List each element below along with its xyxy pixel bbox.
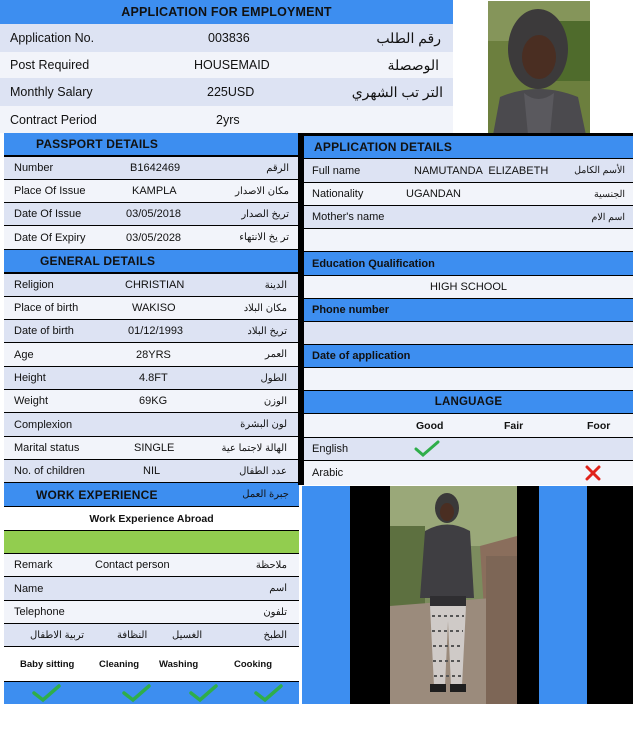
app-date-value-row <box>304 368 633 390</box>
passport-row <box>4 180 299 202</box>
label-ar: الطول <box>260 372 287 384</box>
row-post-required <box>0 52 453 78</box>
general-row <box>4 297 299 319</box>
value: 2yrs <box>216 112 240 127</box>
work-abroad-label: Work Experience Abroad <box>89 512 214 525</box>
label-ar: عدد الطفال <box>239 465 287 477</box>
general-row <box>4 274 299 296</box>
portrait-image <box>488 1 590 135</box>
work-title-ar: جبرة العمل <box>242 489 289 500</box>
label-ar: الدينة <box>264 279 287 291</box>
label-ar: الوصصلة <box>387 56 439 73</box>
label: Marital status <box>14 442 80 454</box>
level-label: Good <box>416 419 444 432</box>
black-strip-mid <box>517 486 539 704</box>
value: CHRISTIAN <box>125 279 185 291</box>
blue-strip-left <box>302 486 350 704</box>
work-title: WORK EXPERIENCE <box>36 487 158 502</box>
telephone-label: Telephone <box>14 606 65 618</box>
label-ar: لون البشرة <box>240 419 287 430</box>
language-title: LANGUAGE <box>434 396 503 408</box>
general-row <box>4 320 299 342</box>
language-levels-row <box>304 414 633 437</box>
skill-label: Cooking <box>234 658 272 670</box>
skill-ar: النظافة <box>117 629 148 641</box>
value: 003836 <box>208 31 250 45</box>
label-ar: تر يخ الانتهاء <box>239 232 289 243</box>
value: 69KG <box>139 395 168 407</box>
work-green-bar <box>4 531 299 553</box>
row-application-no <box>0 24 453 52</box>
general-row <box>4 460 299 482</box>
label: Place Of Issue <box>14 185 86 197</box>
label: Application No. <box>10 31 95 45</box>
app-phone-value-row <box>304 322 633 344</box>
employment-title: APPLICATION FOR EMPLOYMENT <box>121 5 332 19</box>
checkmark-icon <box>256 686 281 700</box>
remark-label: Remark <box>14 559 53 571</box>
contact-label: Contact person <box>95 559 170 571</box>
app-mother-value-row <box>304 229 633 251</box>
label-ar: مكان البلاد <box>243 302 287 314</box>
work-skills-row <box>4 647 299 681</box>
app-education-header <box>304 252 633 275</box>
mother-label-ar: اسم الام <box>591 211 625 223</box>
general-row <box>4 343 299 366</box>
language-row-arabic <box>304 461 633 485</box>
application-title: APPLICATION DETAILS <box>314 140 453 154</box>
skill-label: Cleaning <box>99 658 140 670</box>
blue-strip-right <box>539 486 587 704</box>
checkmark-icon <box>34 686 59 700</box>
application-header <box>304 136 633 158</box>
value: 28YRS <box>136 348 171 361</box>
passport-row <box>4 226 299 249</box>
value: HOUSEMAID <box>194 58 270 72</box>
passport-title: PASSPORT DETAILS <box>36 137 159 151</box>
label: Number <box>14 162 54 174</box>
label-ar: الهالة لاجتما عية <box>221 442 287 454</box>
passport-row <box>4 157 299 179</box>
value: 4.8FT <box>139 372 168 384</box>
work-name-row <box>4 577 299 600</box>
work-telephone-row <box>4 601 299 623</box>
education-label: Education Qualification <box>312 257 435 270</box>
value: 01/12/1993 <box>128 325 184 337</box>
value: B1642469 <box>130 162 181 174</box>
label-ar: العمر <box>265 349 287 360</box>
label-ar: التر تب الشهري <box>351 83 443 100</box>
skill-label: Washing <box>159 658 199 670</box>
label: Monthly Salary <box>10 85 93 99</box>
mother-label: Mother's name <box>312 211 385 223</box>
education-value: HIGH SCHOOL <box>429 281 507 293</box>
app-phone-header <box>304 299 633 321</box>
general-row <box>4 367 299 389</box>
name-label: Name <box>14 582 44 595</box>
label-ar: الوزن <box>263 395 287 407</box>
label-ar: مكان الاصدار <box>235 185 289 197</box>
label: Post Required <box>10 58 90 72</box>
label-ar: الرقم <box>266 162 289 174</box>
skills-checks <box>4 682 299 704</box>
phone-label: Phone number <box>312 304 390 316</box>
employment-title-bar <box>0 0 453 24</box>
language-row-english <box>304 438 633 460</box>
label: Complexion <box>14 418 73 431</box>
work-skills-ar-row <box>4 624 299 646</box>
app-date-header <box>304 345 633 367</box>
value: WAKISO <box>132 302 176 314</box>
date-label: Date of application <box>312 350 411 362</box>
label: Place of birth <box>14 302 79 314</box>
general-header <box>4 250 299 272</box>
checkmark-icon <box>124 686 149 700</box>
skill-ar: الطبخ <box>263 629 287 641</box>
black-strip-right <box>587 486 633 704</box>
applicant-photo-fullbody <box>390 486 517 704</box>
language-name: Arabic <box>312 467 344 479</box>
fullname-value: NAMUTANDA ELIZABETH <box>414 164 549 177</box>
value: 225USD <box>207 85 255 99</box>
row-monthly-salary <box>0 78 453 106</box>
label-ar: تريخ الصدار <box>241 208 289 220</box>
fullname-label-ar: الأسم الكامل <box>574 165 625 176</box>
general-row <box>4 413 299 436</box>
level-label: Fair <box>504 419 524 432</box>
label: No. of children <box>14 465 85 477</box>
label: Date Of Expiry <box>14 231 86 244</box>
general-row <box>4 390 299 412</box>
value: KAMPLA <box>132 185 177 197</box>
label: Age <box>14 348 34 361</box>
language-header <box>304 391 633 413</box>
general-row <box>4 437 299 459</box>
nationality-label-ar: الجنسية <box>594 188 625 200</box>
value: 03/05/2028 <box>126 231 182 244</box>
checkmark-icon <box>414 440 440 458</box>
label: Religion <box>14 279 54 291</box>
work-header <box>4 483 299 506</box>
label: Weight <box>14 395 49 407</box>
label: Date of birth <box>14 325 74 337</box>
label-ar: تريخ البلاد <box>247 325 287 337</box>
label-ar: رقم الطلب <box>376 29 441 46</box>
app-nationality-row <box>304 183 633 205</box>
language-name: English <box>312 443 349 455</box>
passport-header <box>4 133 299 155</box>
label: Contract Period <box>10 112 97 127</box>
app-fullname-row <box>304 159 633 182</box>
skill-label: Baby sitting <box>20 658 75 670</box>
name-label-ar: اسم <box>269 583 287 594</box>
app-mother-row <box>304 206 633 228</box>
general-title: GENERAL DETAILS <box>40 254 156 268</box>
skill-ar: الغسيل <box>172 629 203 641</box>
value: 03/05/2018 <box>126 208 182 220</box>
work-remark-row <box>4 554 299 576</box>
value: SINGLE <box>134 442 175 454</box>
work-abroad-row <box>4 507 299 530</box>
app-education-value-row <box>304 276 633 298</box>
remark-label-ar: ملاحظة <box>255 559 287 571</box>
label: Date Of Issue <box>14 208 82 220</box>
level-label: Foor <box>587 419 611 432</box>
telephone-label-ar: تلفون <box>263 606 287 618</box>
nationality-label: Nationality <box>312 188 364 200</box>
fullbody-image <box>390 486 517 704</box>
applicant-photo-portrait <box>488 1 590 135</box>
checkmark-icon <box>191 686 216 700</box>
skill-ar: تربية الاطفال <box>30 629 85 641</box>
black-strip-left <box>350 486 390 704</box>
label: Height <box>14 372 46 384</box>
value: NIL <box>143 465 161 477</box>
work-checks-bar <box>4 682 299 704</box>
nationality-value: UGANDAN <box>406 188 462 200</box>
cross-icon <box>585 465 601 481</box>
fullname-label: Full name <box>312 164 361 177</box>
row-contract-period <box>0 106 453 133</box>
passport-row <box>4 203 299 225</box>
